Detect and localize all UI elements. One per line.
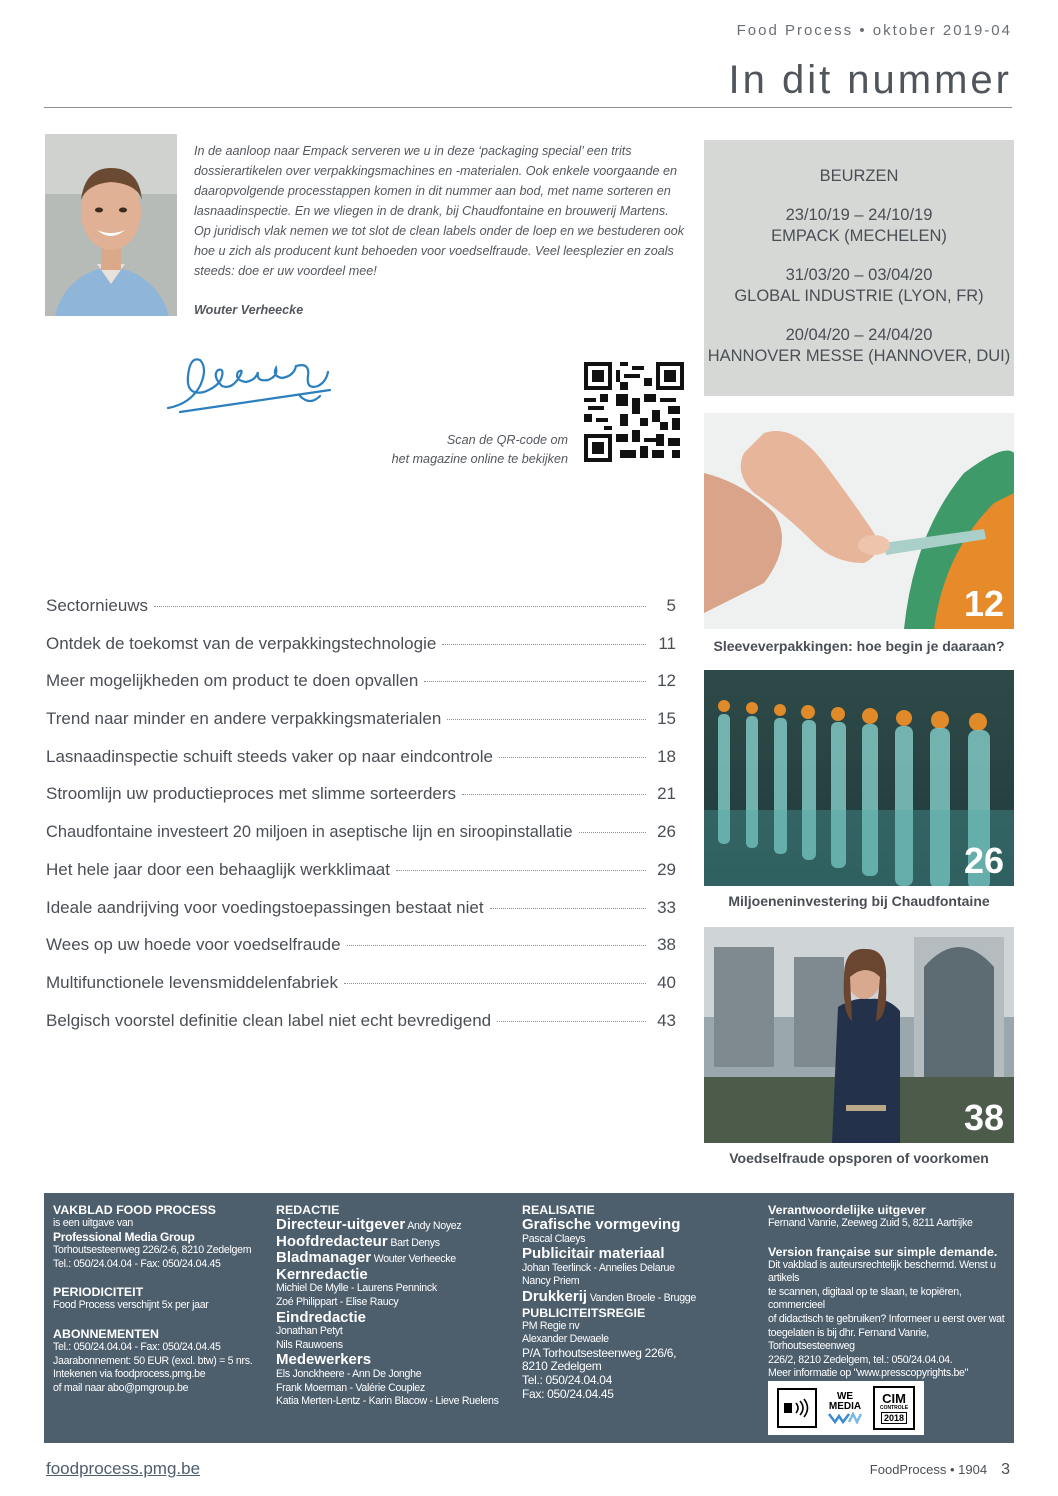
toc-item[interactable]	[46, 671, 676, 709]
toc-item[interactable]	[46, 973, 676, 1011]
feature-page-number: 26	[963, 840, 1004, 881]
contactless-icon	[783, 1398, 811, 1418]
colophon-line: 8210 Zedelgem	[522, 1359, 602, 1374]
author-signature	[160, 346, 340, 418]
toc-page: 26	[657, 822, 676, 842]
fair-name: GLOBAL INDUSTRIE (LYON, FR)	[734, 287, 984, 305]
feature-photo-sleeve[interactable]	[704, 413, 1014, 629]
colophon-line: Tel.: 050/24.04.04	[522, 1372, 613, 1387]
fair-item	[704, 205, 1014, 247]
colophon-person: Andy Noyez	[407, 1220, 462, 1232]
fair-dates: 23/10/19 – 24/10/19	[785, 206, 933, 224]
qr-caption-line: Scan de QR-code om	[446, 433, 568, 447]
colophon-line: Frank Moerman - Valérie Couplez	[276, 1381, 425, 1394]
toc-title: Multifunctionele levensmiddelenfabriek	[46, 972, 338, 992]
colophon-line: Pascal Claeys	[522, 1232, 586, 1245]
toc-title: Stroomlijn uw productieproces met slimme sorteerders	[46, 784, 457, 804]
publication-line: Food Process • oktober 2019-04	[736, 22, 1012, 39]
fair-dates: 20/04/20 – 24/04/20	[785, 326, 933, 344]
colophon-line: P/A Torhoutsesteenweg 226/6,	[522, 1345, 677, 1360]
toc-title: Ideale aandrijving voor voedingstoepassingen bestaat niet	[46, 897, 484, 917]
toc-leader	[490, 908, 646, 909]
colophon-production	[522, 1203, 758, 1401]
toc-page: 5	[666, 596, 676, 615]
colophon-line: Fax: 050/24.04.45	[522, 1386, 614, 1401]
colophon-line: te scannen, digitaal op te slaan, te kopiëren, commercieel	[768, 1285, 962, 1312]
feature-photo-fraud[interactable]	[704, 927, 1014, 1143]
cim-logo	[873, 1386, 915, 1430]
toc-leader	[499, 757, 646, 758]
toc-leader	[579, 832, 646, 833]
toc-item[interactable]	[46, 709, 676, 747]
feature-page-number: 38	[963, 1097, 1004, 1138]
colophon-role: Grafische vormgeving	[522, 1216, 681, 1233]
colophon-line: Alexander Dewaele	[522, 1333, 609, 1346]
toc-title: Ontdek de toekomst van de verpakkingstechnologie	[46, 633, 437, 653]
colophon-heading: VAKBLAD FOOD PROCESS	[53, 1203, 216, 1217]
colophon-line: Els Jonckheere - Ann De Jonghe	[276, 1367, 422, 1380]
colophon-person: Vanden Broele - Brugge	[589, 1291, 696, 1304]
toc-page: 11	[658, 633, 676, 653]
toc-page: 12	[657, 671, 676, 691]
colophon-heading: Version française sur simple demande.	[768, 1244, 998, 1259]
footer-issue-label: FoodProcess • 1904	[869, 1462, 988, 1477]
colophon-role: Drukkerij	[522, 1287, 588, 1305]
fair-item	[704, 325, 1014, 367]
we-media-mark	[827, 1412, 863, 1424]
colophon-line: Torhoutsesteenweg 226/2-6, 8210 Zedelgem	[53, 1244, 252, 1257]
colophon-publisher	[53, 1203, 273, 1395]
toc-item[interactable]	[46, 935, 676, 973]
toc-page: 40	[657, 972, 676, 992]
cim-text: CIM	[882, 1391, 906, 1406]
toc-title: Chaudfontaine investeert 20 miljoen in aseptische lijn en siroopinstallatie	[46, 823, 573, 842]
toc-title: Sectornieuws	[46, 596, 149, 615]
colophon-role: Eindredactie	[276, 1308, 367, 1326]
feature-caption[interactable]: Miljoeneninvestering bij Chaudfontaine	[728, 893, 990, 909]
toc-item[interactable]	[46, 822, 676, 860]
colophon-person: Wouter Verheecke	[373, 1253, 456, 1266]
editorial-text: In de aanloop naar Empack serveren we u in deze ‘packaging special’ een trits dossierartikelen over verpakkingsmachines en -materialen. Ook enkele voorgaande en daaropvolgende processtappen komen in dit nummer aan bod, met name sorteren en lasnaadinspectie. En we vliegen in de drank, bij Chaudfontaine en brouwerij Martens. Op juridisch vlak nemen we tot slot de clean labels onder de loep en we bestuderen ook hoe u zich als producent kunt behoeden voor voedselfraude. Veel leesplezier en zoals steeds: doe er uw voordeel mee!	[194, 144, 685, 278]
toc-item[interactable]	[46, 784, 676, 822]
colophon-line: of didactisch te gebruiken? Informeer u eerst over wat	[768, 1312, 1005, 1325]
colophon-line: Tel.: 050/24.04.04 - Fax: 050/24.04.45	[53, 1340, 221, 1353]
colophon-line: of mail naar abo@pmgroup.be	[53, 1381, 189, 1394]
colophon-line: Zoé Philippart - Elise Raucy	[276, 1295, 399, 1308]
colophon-heading: REDACTIE	[276, 1203, 340, 1217]
qr-caption-line: het magazine online te bekijken	[391, 452, 568, 466]
toc-leader	[344, 983, 646, 984]
toc-item[interactable]	[46, 1011, 676, 1049]
fair-dates: 31/03/20 – 03/04/20	[785, 266, 933, 284]
colophon-line: Katia Merten-Lentz - Karin Blacow - Lieve Ruelens	[276, 1395, 499, 1408]
toc-page: 15	[657, 709, 676, 729]
colophon-heading: Verantwoordelijke uitgever	[768, 1203, 926, 1217]
fairs-title: BEURZEN	[819, 167, 899, 185]
colophon-line: is een uitgave van	[53, 1217, 133, 1229]
colophon-line: Johan Teerlinck - Annelies Delarue	[522, 1261, 675, 1274]
editorial-author: Wouter Verheecke	[194, 303, 304, 317]
toc-item[interactable]	[46, 860, 676, 898]
toc-leader	[442, 644, 646, 645]
toc-leader	[154, 606, 646, 607]
editor-portrait	[45, 134, 177, 316]
colophon-role: Bladmanager	[276, 1249, 372, 1267]
toc-leader	[462, 794, 646, 795]
colophon-person: Bart Denys	[390, 1236, 440, 1249]
qr-caption	[340, 431, 568, 469]
toc-title: Trend naar minder en andere verpakkingsmaterialen	[46, 709, 442, 729]
colophon-heading: ABONNEMENTEN	[53, 1326, 160, 1341]
website-link[interactable]: foodprocess.pmg.be	[46, 1459, 201, 1478]
colophon-line: Michiel De Mylle - Laurens Penninck	[276, 1282, 437, 1295]
page-number: 3	[1001, 1461, 1010, 1478]
colophon-legal	[768, 1203, 1008, 1381]
colophon-line: PM Regie nv	[522, 1319, 580, 1332]
qr-code[interactable]	[584, 362, 684, 462]
colophon-line: Fernand Vanrie, Zeeweg Zuid 5, 8211 Aartrijke	[768, 1217, 973, 1229]
cim-sub: CONTROLE	[879, 1405, 909, 1411]
page-title: In dit nummer	[728, 58, 1012, 102]
fair-name: EMPACK (MECHELEN)	[771, 227, 947, 245]
feature-caption[interactable]: Voedselfraude opsporen of voorkomen	[729, 1150, 989, 1166]
fair-name: HANNOVER MESSE (HANNOVER, DUI)	[707, 347, 1011, 365]
colophon-editorial	[276, 1203, 512, 1409]
toc-title: Lasnaadinspectie schuift steeds vaker op naar eindcontrole	[46, 746, 494, 766]
toc-title: Belgisch voorstel definitie clean label niet echt bevredigend	[46, 1010, 492, 1030]
colophon-line: Dit vakblad is auteursrechtelijk beschermd. Wenst u artikels	[768, 1258, 996, 1285]
feature-photo-bottles[interactable]	[704, 670, 1014, 886]
toc-title: Het hele jaar door een behaaglijk werkklimaat	[46, 859, 390, 879]
colophon-line: 226/2, 8210 Zedelgem, tel.: 050/24.04.04.	[768, 1353, 953, 1366]
colophon-line: Jaarabonnement: 50 EUR (excl. btw) = 5 nrs.	[53, 1354, 253, 1367]
toc-leader	[447, 719, 646, 720]
colophon-heading: REALISATIE	[522, 1203, 595, 1217]
colophon-line: Tel.: 050/24.04.04 - Fax: 050/24.04.45	[53, 1257, 221, 1270]
colophon-heading: PUBLICITEITSREGIE	[522, 1305, 646, 1320]
we-media-text: WE MEDIA	[828, 1391, 862, 1412]
toc-title: Wees op uw hoede voor voedselfraude	[46, 935, 341, 955]
toc-item[interactable]	[46, 596, 676, 634]
certification-logos	[768, 1381, 924, 1435]
toc-page: 33	[657, 897, 676, 917]
title-divider	[44, 107, 1012, 108]
colophon-line: Nils Rauwoens	[276, 1338, 343, 1351]
feature-page-number: 12	[963, 583, 1004, 624]
colophon-role: Publicitair materiaal	[522, 1245, 665, 1263]
colophon-heading: PERIODICITEIT	[53, 1285, 144, 1300]
toc-leader	[424, 681, 646, 682]
colophon-role: Medewerkers	[276, 1351, 372, 1369]
colophon-line: Nancy Priem	[522, 1275, 580, 1288]
toc-page: 18	[657, 746, 676, 766]
toc-item[interactable]	[46, 634, 676, 672]
toc-title: Meer mogelijkheden om product te doen opvallen	[46, 671, 419, 691]
footer-issue	[870, 1461, 1010, 1479]
we-media-logo	[823, 1386, 867, 1430]
colophon-line: Food Process verschijnt 5x per jaar	[53, 1299, 209, 1312]
editor-portrait-image	[45, 134, 177, 316]
colophon-role: Directeur-uitgever	[276, 1216, 406, 1233]
toc-leader	[347, 945, 646, 946]
toc-leader	[497, 1021, 646, 1022]
colophon-role: Hoofdredacteur	[276, 1232, 388, 1250]
table-of-contents	[46, 596, 676, 1048]
colophon-line: Professional Media Group	[53, 1229, 195, 1244]
feature-caption[interactable]: Sleeveverpakkingen: hoe begin je daaraan?	[713, 638, 1005, 654]
colophon-line: toegelaten is bij dhr. Fernand Vanrie, Torhoutsesteenweg	[768, 1326, 929, 1353]
toc-page: 43	[657, 1010, 676, 1030]
fair-item	[704, 265, 1014, 307]
toc-item[interactable]	[46, 747, 676, 785]
toc-page: 38	[657, 935, 676, 955]
toc-leader	[396, 870, 646, 871]
colophon-line: Intekenen via foodprocess.pmg.be	[53, 1368, 206, 1381]
toc-page: 21	[657, 784, 676, 804]
fairs-box	[704, 140, 1014, 396]
press-copyright-logo	[777, 1388, 817, 1428]
toc-page: 29	[657, 859, 676, 879]
toc-item[interactable]	[46, 898, 676, 936]
colophon-role: Kernredactie	[276, 1265, 368, 1283]
colophon-line: Meer informatie op "www.presscopyrights.be"	[768, 1367, 969, 1380]
colophon-line: Jonathan Petyt	[276, 1325, 343, 1338]
cim-year: 2018	[881, 1412, 907, 1424]
